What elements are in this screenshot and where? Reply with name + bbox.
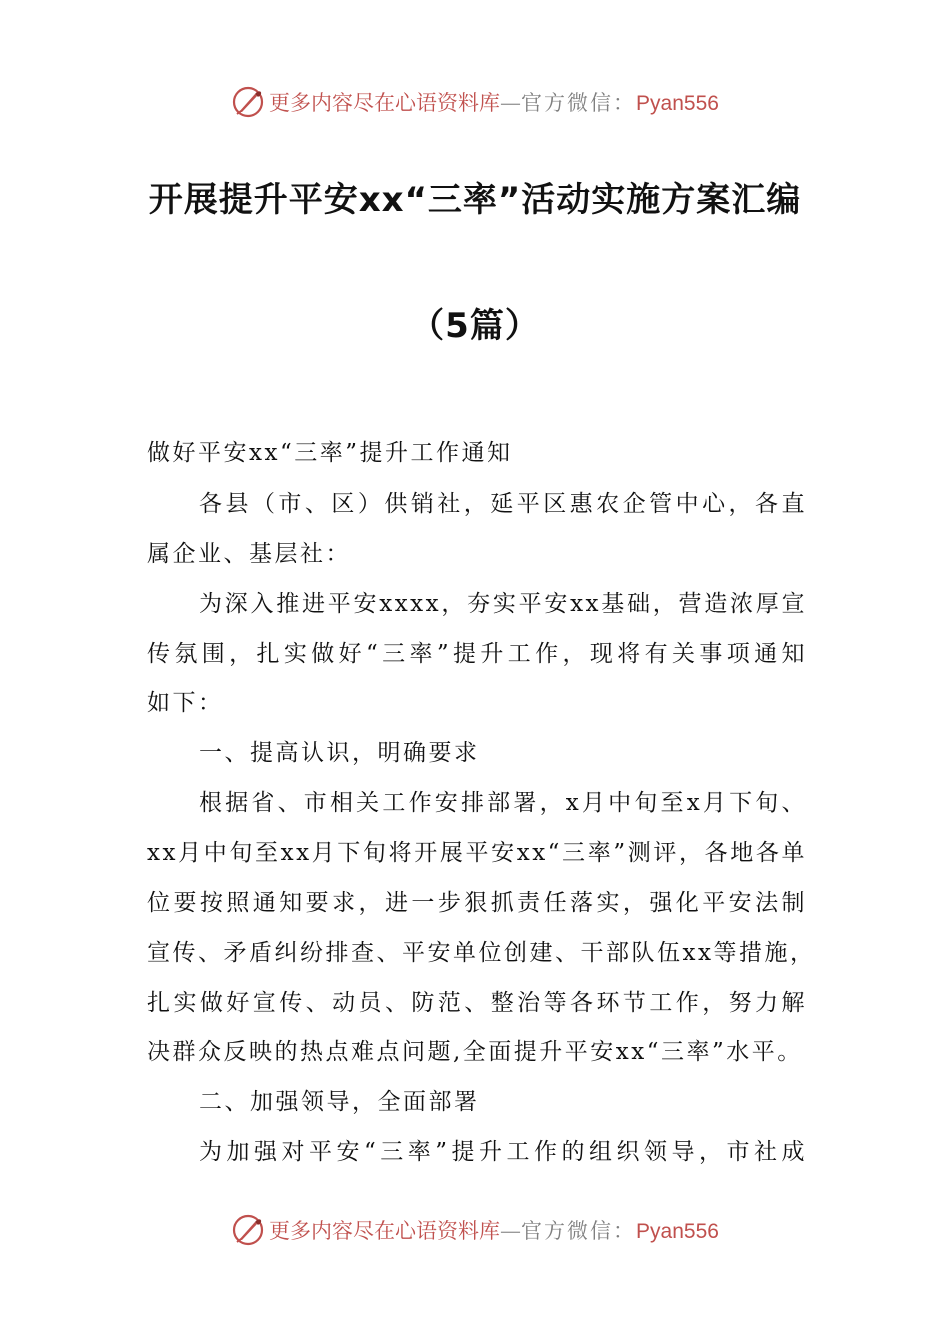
watermark-brand: 更多内容尽在心语资料库 <box>269 1219 501 1243</box>
watermark-banner-top <box>0 80 950 124</box>
watermark-banner-bottom <box>0 1208 950 1252</box>
body-line: 如下： <box>147 690 224 716</box>
watermark-brand: 更多内容尽在心语资料库 <box>269 91 501 115</box>
document-title: 开展提升平安xx“三率”活动实施方案汇编 <box>148 180 802 220</box>
body-line: 宣传、矛盾纠纷排查、平安单位创建、干部队伍xx等措施， <box>147 940 816 966</box>
quill-pen-icon <box>231 85 265 119</box>
body-line: 根据省、市相关工作安排部署，x月中旬至x月下旬、 <box>199 790 807 816</box>
watermark-text <box>269 87 719 117</box>
body-line: 属企业、基层社： <box>147 541 351 567</box>
document-subtitle: （5篇） <box>410 306 540 346</box>
watermark-wechat-id: Pyan556 <box>636 1220 719 1243</box>
watermark-wechat-id: Pyan556 <box>636 92 719 115</box>
subheading-2: 二、加强领导，全面部署 <box>199 1089 480 1115</box>
body-line: 扎实做好宣传、动员、防范、整治等各环节工作，努力解 <box>147 990 807 1016</box>
watermark-dash: — <box>500 1219 522 1243</box>
watermark-wechat-label: 官方微信： <box>521 91 637 115</box>
body-line: 各县（市、区）供销社，延平区惠农企管中心，各直 <box>199 491 807 517</box>
watermark-dash: — <box>500 91 522 115</box>
watermark-text <box>269 1215 719 1245</box>
body-line: xx月中旬至xx月下旬将开展平安xx“三率”测评，各地各单 <box>147 840 807 866</box>
watermark-wechat-label: 官方微信： <box>521 1219 637 1243</box>
body-line: 位要按照通知要求，进一步狠抓责任落实，强化平安法制 <box>147 890 807 916</box>
body-line: 传氛围，扎实做好“三率”提升工作，现将有关事项通知 <box>147 641 807 667</box>
body-line: 决群众反映的热点难点问题,全面提升平安xx“三率”水平。 <box>147 1039 803 1065</box>
body-line: 为加强对平安“三率”提升工作的组织领导，市社成 <box>199 1139 807 1165</box>
section-heading: 做好平安xx“三率”提升工作通知 <box>147 440 513 466</box>
body-line: 为深入推进平安xxxx，夯实平安xx基础，营造浓厚宣 <box>199 591 807 617</box>
quill-pen-icon <box>231 1213 265 1247</box>
subheading-1: 一、提高认识，明确要求 <box>199 740 480 766</box>
